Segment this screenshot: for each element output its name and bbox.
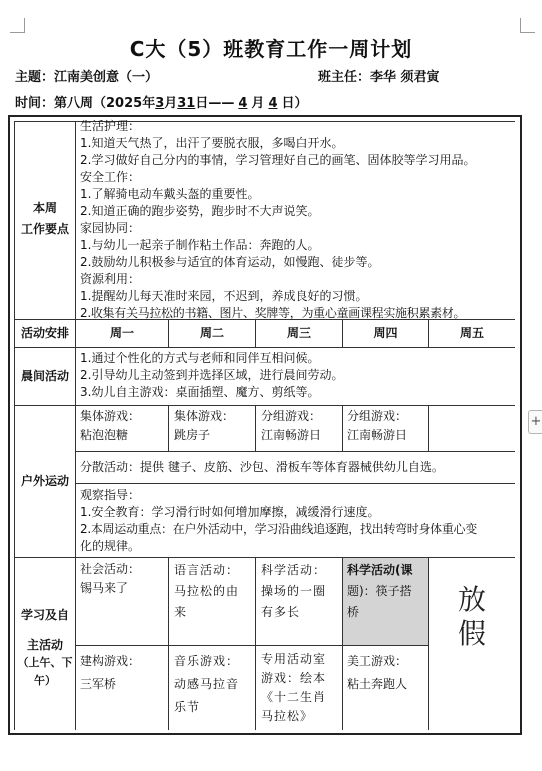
column-divider — [75, 121, 76, 730]
study-social — [80, 560, 166, 598]
focus-line: 1.了解骑电动车戴头盔的重要性。 — [80, 187, 260, 201]
study-name: 有多长 — [261, 605, 301, 619]
outdoor-scattered: 分散活动：提供 毽子、皮筋、沙包、滑板车等体育器械供幼儿自选。 — [80, 460, 444, 474]
row-divider — [14, 557, 515, 558]
outdoor-game-thursday — [347, 407, 427, 445]
study-name: 动感马拉音 — [174, 677, 240, 691]
column-divider — [428, 557, 429, 730]
game-name: 江南畅游日 — [347, 428, 408, 442]
focus-line: 家园协同： — [80, 221, 141, 235]
theme-line — [15, 66, 158, 85]
study-type: 音乐游戏： — [174, 654, 240, 668]
study-type: 专用活动室 — [261, 652, 327, 666]
study-type: 语言活动： — [174, 563, 240, 577]
column-divider — [168, 405, 169, 451]
study-name: 操场的一圈 — [261, 584, 327, 598]
teacher-label: 班主任： — [318, 70, 371, 85]
column-divider — [342, 557, 343, 730]
study-name: 马拉松》 — [261, 709, 314, 723]
page-title: C大（5）班教育工作一周计划 — [129, 37, 413, 61]
row-divider — [14, 405, 515, 406]
study-name: 乐节 — [174, 700, 201, 714]
time-day-start: 31 — [177, 96, 196, 111]
day-friday: 周五 — [459, 326, 484, 340]
page-corner-mark — [10, 18, 25, 33]
day-monday: 周一 — [109, 326, 134, 340]
time-day-end: 4 — [268, 96, 278, 111]
column-divider — [428, 405, 429, 451]
morning-label: 晨间活动 — [20, 369, 69, 383]
column-divider — [255, 557, 256, 730]
study-name: 马拉松的由 — [174, 584, 240, 598]
plus-icon[interactable]: + — [528, 410, 542, 434]
focus-label — [15, 200, 75, 238]
theme-label: 主题： — [15, 70, 55, 85]
observe-line: 1.安全教育：学习滑行时如何增加摩擦，减缓滑行速度。 — [80, 505, 380, 519]
study-name: 锡马来了 — [80, 581, 129, 595]
focus-line: 2.知道正确的跑步姿势，跑步时不大声说笑。 — [80, 204, 320, 218]
schedule-label: 活动安排 — [20, 326, 69, 340]
page-corner-mark — [520, 18, 535, 33]
study-type: 科学活动： — [261, 563, 327, 577]
focus-line: 1.与幼儿一起亲子制作粘土作品：奔跑的人。 — [80, 238, 320, 252]
study-name: 题)：筷子搭 — [347, 584, 412, 598]
outdoor-game-tuesday — [174, 407, 254, 445]
time-text: 月 — [251, 96, 265, 111]
morning-line: 3.幼儿自主游戏：桌面插塑、魔方、剪纸等。 — [80, 385, 320, 399]
study-music — [174, 650, 254, 719]
game-type: 集体游戏： — [174, 409, 235, 423]
outdoor-label: 户外运动 — [20, 474, 69, 488]
row-divider — [14, 347, 515, 348]
outdoor-game-monday — [80, 407, 166, 445]
observe-line: 化的规律。 — [80, 539, 141, 553]
time-month-end: 4 — [238, 96, 248, 111]
teacher-value: 李华 须君寅 — [370, 70, 440, 85]
study-label-line: 学习及自 — [20, 608, 69, 622]
study-label — [15, 606, 75, 690]
time-text: 月 — [164, 96, 178, 111]
row-divider — [76, 451, 515, 452]
row-divider — [76, 483, 515, 484]
focus-content — [80, 118, 514, 322]
study-type: 美工游戏： — [347, 654, 408, 668]
time-month-start: 3 — [155, 96, 165, 111]
focus-label-line: 本周 — [32, 201, 57, 215]
day-thursday: 周四 — [373, 326, 398, 340]
morning-content — [80, 350, 514, 401]
observe-line: 2.本周运动重点：在户外活动中，学习沿曲线追逐跑，找出转弯时身体重心变 — [80, 522, 477, 536]
focus-label-line: 工作要点 — [20, 222, 69, 236]
teacher-line — [318, 66, 440, 85]
study-name: 粘土奔跑人 — [347, 677, 408, 691]
focus-line: 1.提醒幼儿每天准时来园，不迟到，养成良好的习惯。 — [80, 289, 368, 303]
study-name: 三军桥 — [80, 677, 117, 691]
focus-line: 2.收集有关马拉松的书籍、图片、奖牌等，为重心童画课程实施积累素材。 — [80, 306, 466, 320]
holiday-char: 假 — [458, 617, 487, 650]
study-special-room — [261, 650, 341, 726]
observe-line: 观察指导： — [80, 488, 141, 502]
study-science-project — [347, 560, 427, 623]
outdoor-game-wednesday — [261, 407, 341, 445]
theme-value: 江南美创意（一） — [54, 70, 159, 85]
column-divider — [342, 405, 343, 451]
morning-line: 1.通过个性化的方式与老师和同伴互相问候。 — [80, 351, 320, 365]
day-wednesday: 周三 — [286, 326, 311, 340]
column-divider — [255, 405, 256, 451]
outdoor-observe — [80, 487, 514, 555]
time-year: 2025年 — [106, 96, 156, 111]
study-art — [347, 650, 427, 696]
study-name: 游戏：绘本 — [261, 671, 327, 685]
game-name: 跳房子 — [174, 428, 211, 442]
morning-line: 2.引导幼儿主动签到并选择区域，进行晨间劳动。 — [80, 368, 344, 382]
study-name: 来 — [174, 605, 188, 619]
study-science — [261, 560, 341, 623]
focus-line: 2.鼓励幼儿积极参与适宜的体育运动，如慢跑、徒步等。 — [80, 255, 380, 269]
study-name: 《十二生肖 — [261, 690, 327, 704]
game-name: 粘泡泡糖 — [80, 428, 129, 442]
study-label-line: 午） — [34, 674, 56, 687]
focus-line: 1.知道天气热了，出汗了要脱衣服，多喝白开水。 — [80, 136, 344, 150]
time-text: 日—— — [195, 96, 235, 111]
holiday-char: 放 — [458, 583, 487, 616]
time-text: 日） — [281, 96, 308, 111]
game-name: 江南畅游日 — [261, 428, 322, 442]
focus-line: 资源利用： — [80, 272, 141, 286]
study-type: 科学活动(课 — [347, 563, 413, 577]
study-type: 社会活动： — [80, 562, 141, 576]
study-type: 建构游戏： — [80, 654, 141, 668]
study-language — [174, 560, 254, 623]
time-line — [15, 92, 308, 111]
game-type: 集体游戏： — [80, 409, 141, 423]
row-divider — [76, 645, 429, 646]
day-tuesday: 周二 — [199, 326, 224, 340]
game-type: 分组游戏： — [347, 409, 408, 423]
study-construction — [80, 650, 166, 696]
study-label-line: （上午、下 — [17, 656, 73, 669]
study-name: 桥 — [347, 605, 360, 619]
focus-line: 生活护理： — [80, 119, 141, 133]
focus-line: 安全工作： — [80, 170, 141, 184]
column-divider — [168, 557, 169, 730]
focus-line: 2.学习做好自己分内的事情，学习管理好自己的画笔、固体胶等学习用品。 — [80, 153, 476, 167]
game-type: 分组游戏： — [261, 409, 322, 423]
study-label-line: 主活动 — [26, 638, 63, 652]
time-label: 时间：第八周（ — [15, 96, 107, 111]
